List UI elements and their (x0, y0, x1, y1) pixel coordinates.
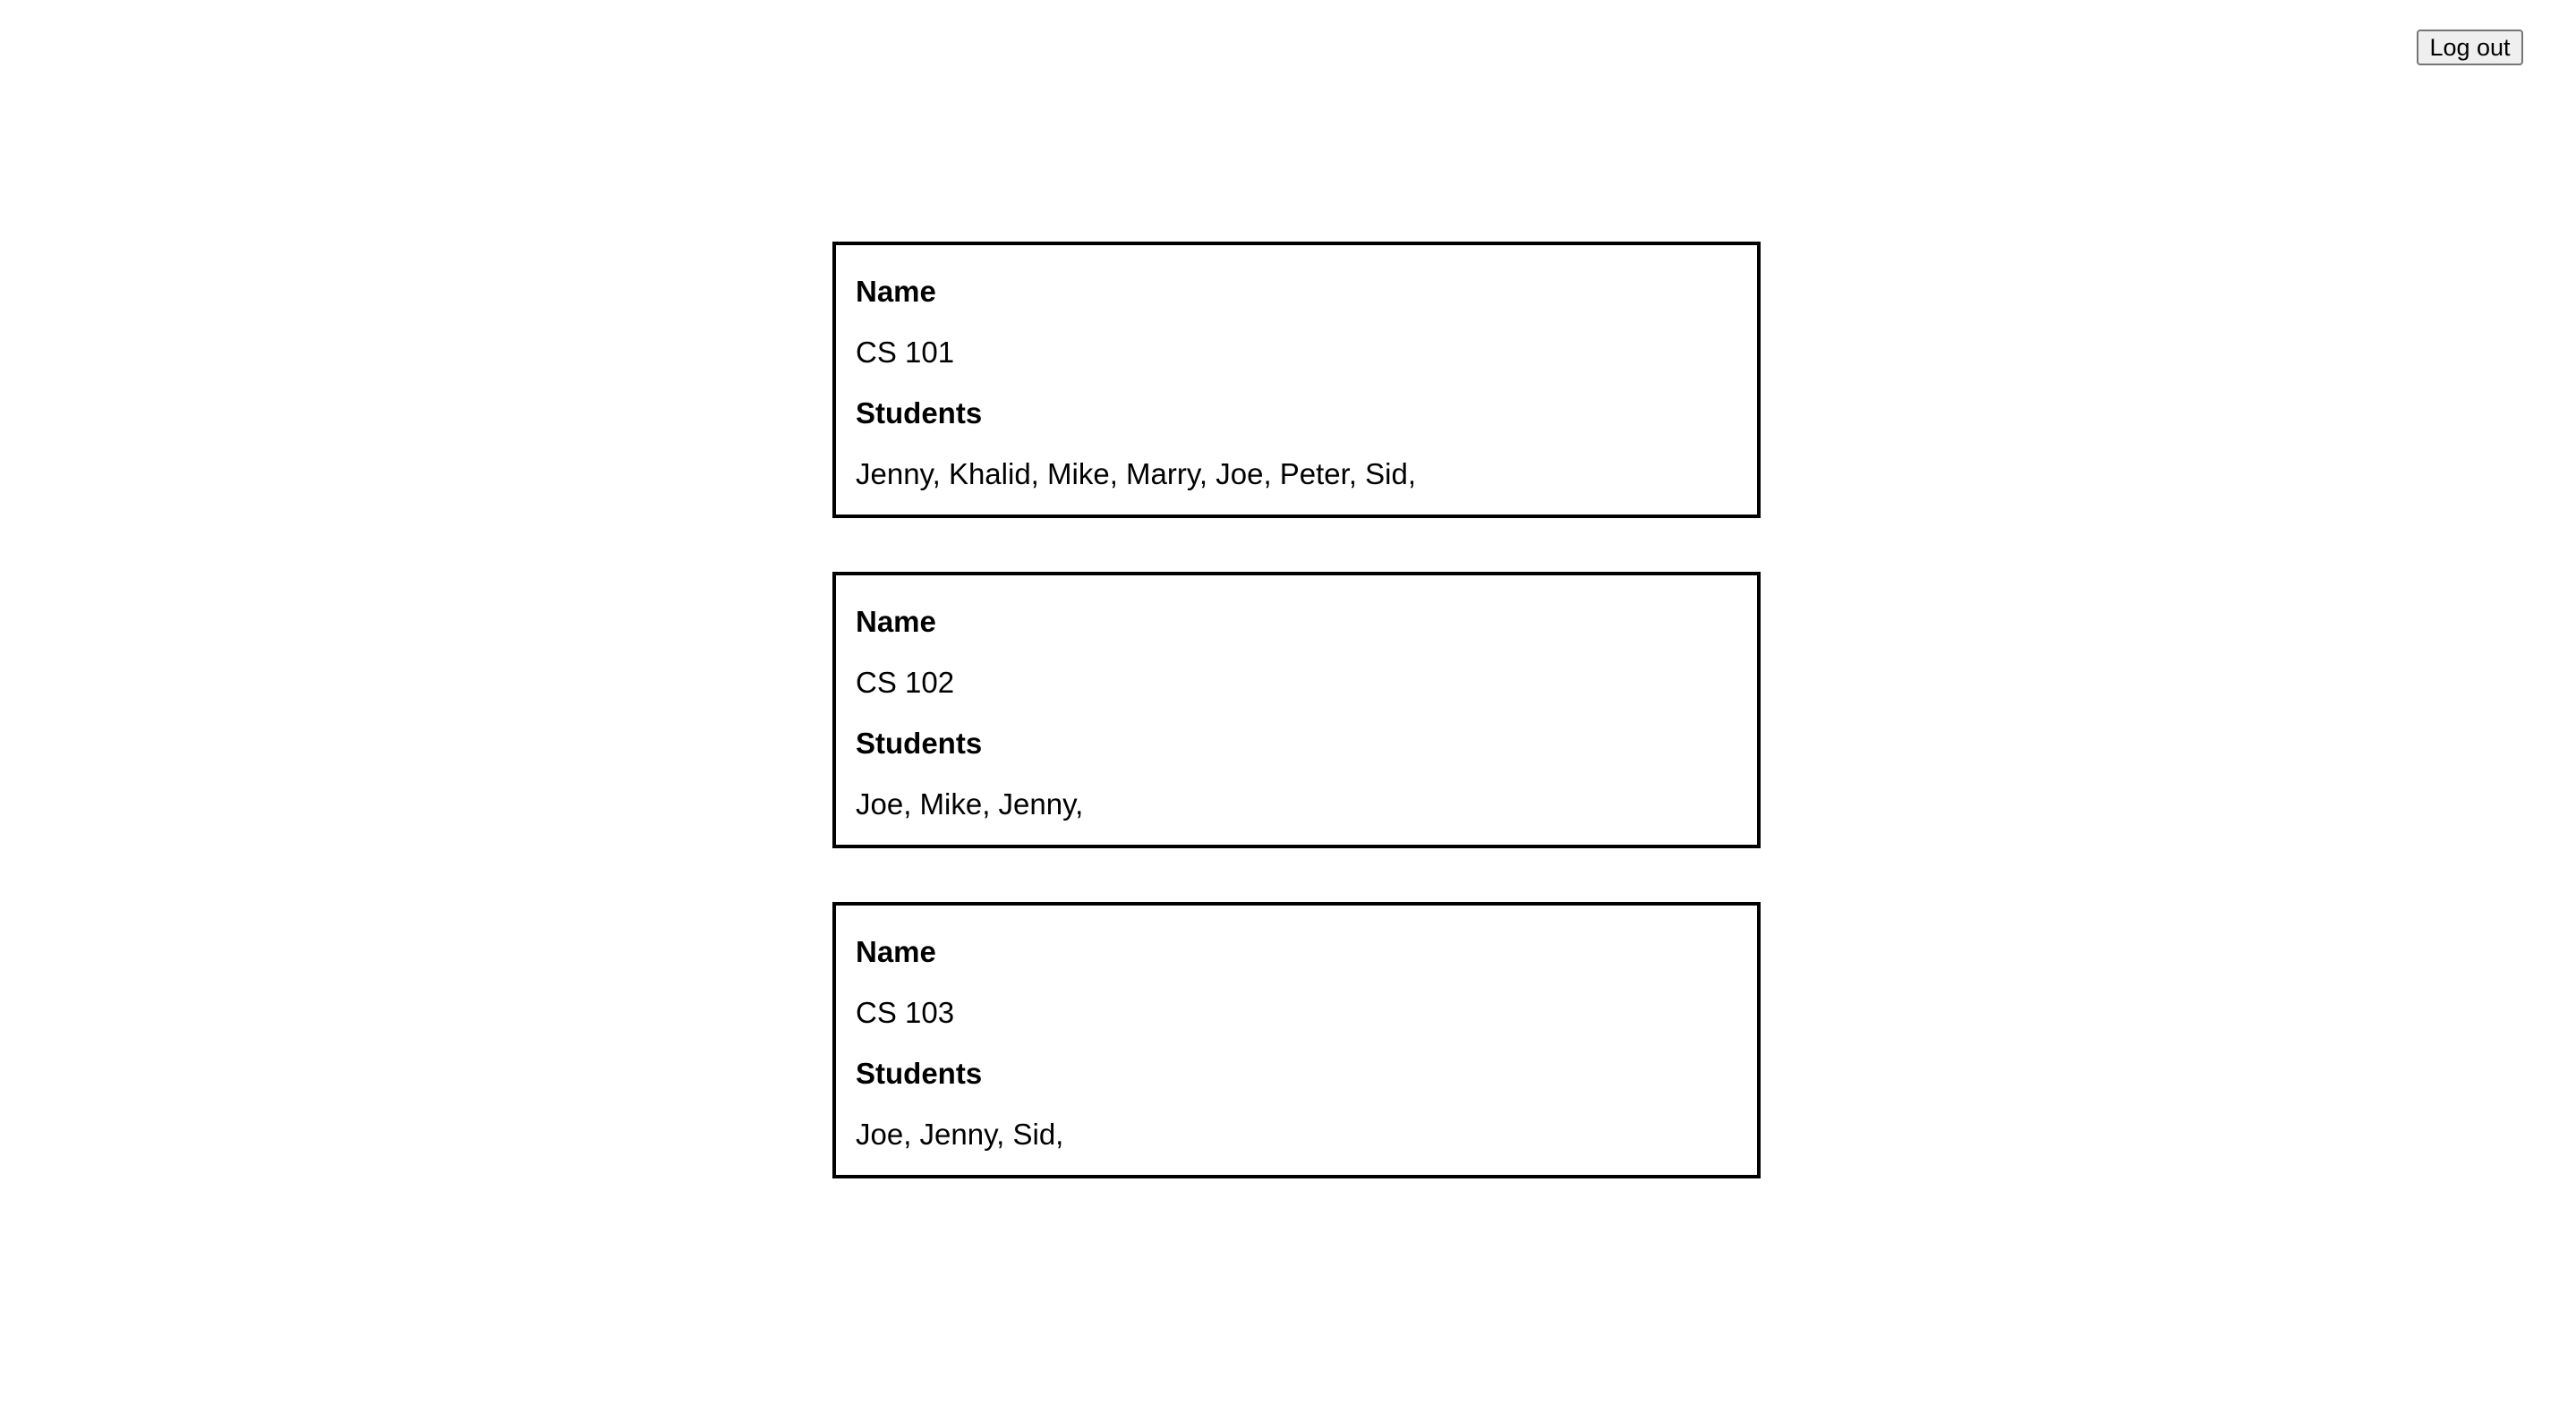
course-card (832, 242, 1761, 518)
students-list: Jenny, Khalid, Mike, Marry, Joe, Peter, Sid, (856, 457, 1417, 490)
course-name: CS 102 (856, 666, 955, 699)
logout-button[interactable]: Log out (2417, 30, 2523, 65)
course-card (832, 572, 1761, 848)
name-heading: Name (856, 605, 936, 638)
course-name: CS 101 (856, 336, 955, 369)
students-heading: Students (856, 396, 983, 430)
students-list: Joe, Mike, Jenny, (856, 787, 1084, 821)
students-heading: Students (856, 727, 983, 760)
course-card (832, 902, 1761, 1178)
students-heading: Students (856, 1057, 983, 1090)
name-heading: Name (856, 275, 936, 308)
course-name: CS 103 (856, 996, 955, 1029)
course-list (832, 242, 1761, 1232)
students-list: Joe, Jenny, Sid, (856, 1118, 1064, 1151)
name-heading: Name (856, 935, 936, 968)
